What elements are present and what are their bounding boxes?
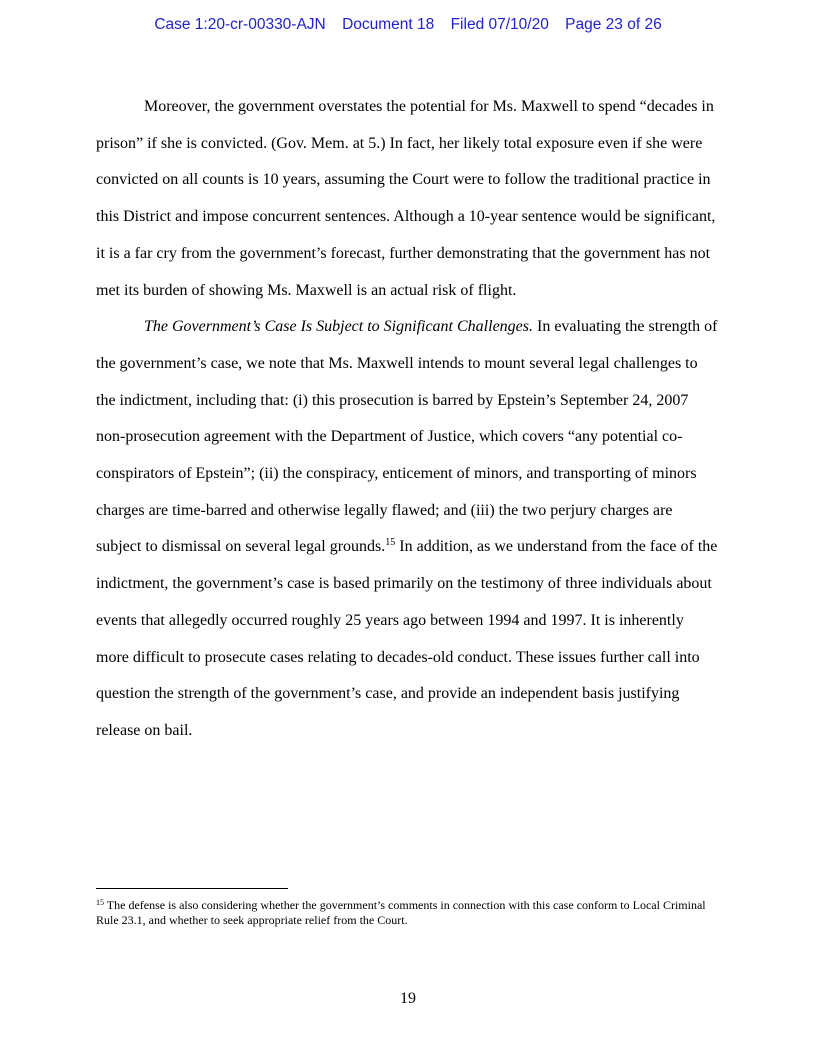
document-body xyxy=(96,89,718,750)
paragraph-heading: The Government’s Case Is Subject to Significant Challenges. xyxy=(144,318,533,336)
case-number: Case 1:20-cr-00330-AJN xyxy=(154,16,326,33)
footnote-text: The defense is also considering whether the government’s comments in connection with this case conform to Local Criminal Rule 23.1, and whether to seek appropriate relief from the Court. xyxy=(96,898,706,927)
paragraph-case-challenges xyxy=(96,309,718,749)
paragraph-text-part1: In evaluating the strength of the government’s case, we note that Ms. Maxwell intends to mount several legal challenges to the indictment, including that: (i) this prosecution is barred by Epstein’s September 24, 2007 non-prosecution agreement with the Department of Justice, which covers “any potential co-conspirators of Epstein”; (ii) the conspiracy, enticement of minors, and transporting of minors charges are time-barred and otherwise legally flawed; and (iii) the two perjury charges are subject to dismissal on several legal grounds. xyxy=(96,318,718,556)
footnote xyxy=(96,898,718,928)
footnote-divider xyxy=(96,888,288,889)
footnote-number: 15 xyxy=(96,898,104,907)
document-number: Document 18 xyxy=(342,16,435,33)
case-header xyxy=(0,16,816,34)
paragraph-text-part2: In addition, as we understand from the face of the indictment, the government’s case is based primarily on the testimony of three individuals about events that allegedly occurred roughly 25 years ago between 1994 and 1997. It is inherently more difficult to prosecute cases relating to decades-old conduct. These issues further call into question the strength of the government’s case, and provide an independent basis justifying release on bail. xyxy=(96,538,718,739)
paragraph-sentencing-exposure: Moreover, the government overstates the potential for Ms. Maxwell to spend “decades in prison” if she is convicted. (Gov. Mem. at 5.) In fact, her likely total exposure even if she were convicted on all counts is 10 years, assuming the Court were to follow the traditional practice in this District and impose concurrent sentences. Although a 10-year sentence would be significant, it is a far cry from the government’s forecast, further demonstrating that the government has not met its burden of showing Ms. Maxwell is an actual risk of flight. xyxy=(96,98,716,299)
filed-date: Filed 07/10/20 xyxy=(450,16,549,33)
page-number: 19 xyxy=(400,990,416,1007)
footnote-reference[interactable]: 15 xyxy=(385,537,396,549)
page-of-pages: Page 23 of 26 xyxy=(565,16,662,33)
